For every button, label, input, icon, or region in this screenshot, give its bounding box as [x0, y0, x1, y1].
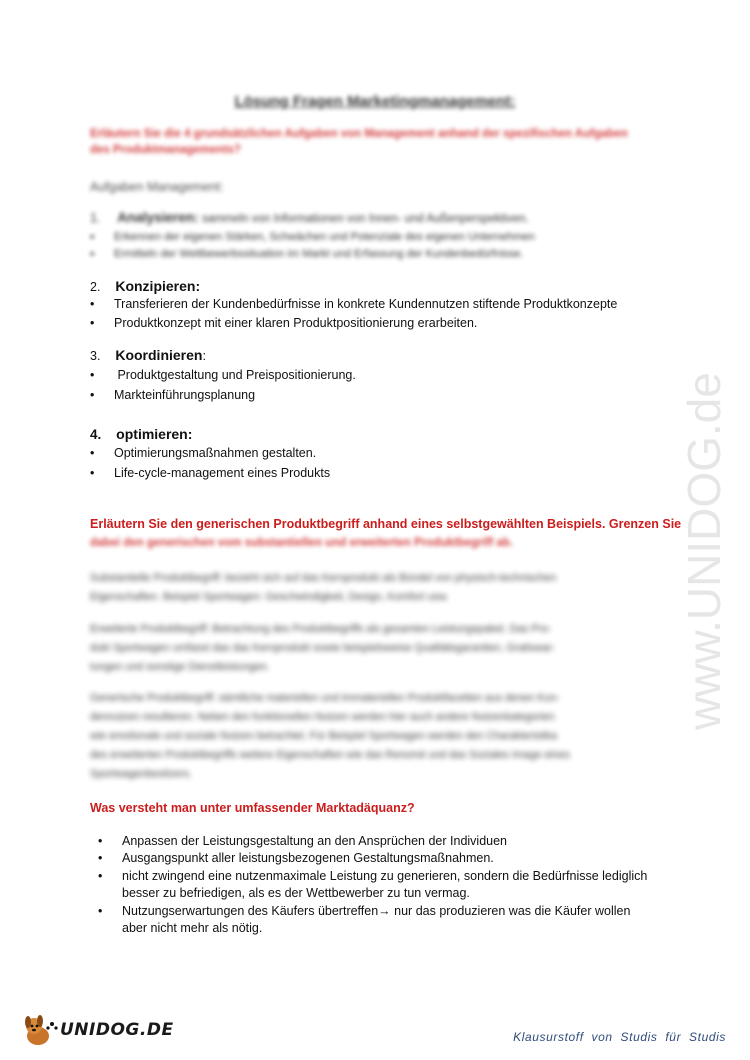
dog-icon	[22, 1014, 62, 1048]
bullet-icon: •	[90, 446, 95, 460]
bullet-icon: •	[98, 869, 103, 883]
bullet-icon: •	[90, 368, 95, 382]
question-1-line-2: des Produktmanagements?	[90, 144, 241, 156]
footer-tagline: Klausurstoff von Studis für Studis	[513, 1030, 726, 1044]
bullet-icon: •	[98, 851, 103, 865]
intro-text: Aufgaben Management:	[90, 180, 224, 194]
section-heading: Konzipieren:	[115, 278, 201, 294]
watermark-label: www.UNIDOG.de	[678, 372, 730, 730]
bullet-icon: •	[90, 388, 95, 402]
section-heading-rest: sammeln von Informationen von Innen- und Außenperspektiven.	[201, 213, 529, 225]
section-optimieren	[90, 426, 192, 444]
watermark	[662, 280, 742, 730]
section-analysieren	[90, 210, 650, 225]
question-3: Was versteht man unter umfassender Marktadäquanz?	[90, 801, 415, 815]
section-konzipieren	[90, 278, 200, 296]
section-number: 1.	[90, 211, 101, 225]
document-page: Lösung Fragen Marketingmanagement: Erläutern Sie die 4 grundsätzlichen Aufgaben von Management anhand der spezifischen Aufgaben des Produktmanagements? Aufgaben Management: 1. Analysieren: sammeln von Informationen von Innen- und Außenperspektiven. • Erkennen der eigenen Stärken, Schwächen und Potenziale des eigenen Unternehmen • Ermitteln der Wettbewerbssituation im Markt und Erfassung der Kundenbedürfnisse. 2. Konzipieren: • Transferieren der Kundenbedürfnisse in konkrete Kundennutzen stiftende Produktkonzepte • Produktkonzept mit einer klaren Produktpositionierung erarbeiten. 3. Koordinieren: • Produktgestaltung und Preispositionierung. • Markteinführungsplanung 4. optimieren: • Optimierungsmaßnahmen gestalten. • Life-cycle-management eines Produkts Erläutern Sie den generischen Produktbegriff anhand eines selbstgewählten Beispiels. Grenzen Sie dabei den generischen vom substantiellen und erweiterten Produktbegriff ab. Substantielle Produktbegriff: bezieht sich auf das Kernprodukt als Bündel von physisch-technischen Eigenschaften. Beispiel Sportwagen: Geschwindigkeit, Design, Komfort usw. Erweiterte Produktbegriff: Betrachtung des Produktbegriffs als gesamten Leistungspaket. Das Pro- dukt Sportwagen umfasst das das Kernprodukt sowie beispielsweise Qualitätsgarantien, Gratiswar- tungen und sonstige Dienstleistungen. Generische Produktbegriff: sämtliche materiellen und immateriellen Produktfacetten aus denen Kun- dennutzen resultieren. Neben den funktionellen Nutzen werden hier auch andere Nutzenkategorien wie emotionale und soziale Nutzen betrachtet. Für Beispiel Sportwagen werden den Charakteristika des erweiterten Produktbegriffs weitere Eigenschaften wie das Renomé und das Soziales Image eines Sportwagenbesitzers. Was versteht man unter umfassender Marktadäquanz? • Anpassen der Leistungsgestaltung an den Ansprüchen der Individuen • Ausgangspunkt aller leistungsbezogenen Gestaltungsmaßnahmen. • nicht zwingend eine nutzenmaximale Leistung zu generieren, sondern die Bedürfnisse lediglich besser zu befriedigen, als es der Wettbewerber zu tun vermag. • Nutzungserwartungen des Käufers übertreffen→ nur das produzieren was die Käufer wollen aber nicht mehr als nötig. www.UNIDOG.de UNIDOG.DE Klausurstoff von Studis für Studis	[0, 0, 750, 1060]
unidog-logo[interactable]	[22, 1014, 174, 1048]
question-1-line-1: Erläutern Sie die 4 grundsätzlichen Aufgaben von Management anhand der spezifischen Aufgaben	[90, 128, 628, 140]
bullet-icon: •	[90, 247, 95, 261]
paragraph-substantielle: Substantielle Produktbegriff: bezieht sich auf das Kernprodukt als Bündel von physisch-technischen Eigenschaften. Beispiel Sportwagen: Geschwindigkeit, Design, Komfort usw.	[90, 572, 557, 603]
question-1	[90, 128, 660, 156]
logo-text: UNIDOG.DE	[60, 1020, 174, 1040]
bullet-icon: •	[90, 230, 95, 244]
paragraph-erweiterte: Erweiterte Produktbegriff: Betrachtung des Produktbegriffs als gesamten Leistungspaket. Das Pro- dukt Sportwagen umfasst das das Kernprodukt sowie beispielsweise Qualitätsgarantien, Gratiswar- tungen und sonstige Dienstleistungen.	[90, 623, 556, 673]
bullet-icon: •	[90, 466, 95, 480]
section-number: 3.	[90, 349, 101, 363]
section-heading: Analysieren:	[117, 210, 199, 225]
section-heading: optimieren:	[116, 426, 193, 442]
bullet-icon: •	[90, 297, 95, 311]
question-2: Erläutern Sie den generischen Produktbegriff anhand eines selbstgewählten Beispiels. Grenzen Sie	[90, 517, 682, 531]
bullet-icon: •	[90, 316, 95, 330]
bullet-icon: •	[98, 904, 103, 918]
section-number: 2.	[90, 280, 101, 294]
page-title: Lösung Fragen Marketingmanagement:	[234, 93, 516, 110]
bullet-icon: •	[98, 834, 103, 848]
section-heading: Koordinieren	[115, 347, 203, 363]
question-2-line-2: dabei den generischen vom substantiellen und erweiterten Produktbegriff ab.	[90, 537, 514, 549]
section-koordinieren: 3. Koordinieren:	[90, 347, 207, 363]
paragraph-generische: Generische Produktbegriff: sämtliche materiellen und immateriellen Produktfacetten aus denen Kun- dennutzen resultieren. Neben den funktionellen Nutzen werden hier auch andere Nutzenkategorien wie emotionale und soziale Nutzen betrachtet. Für Beispiel Sportwagen werden den Charakteristika des erweiterten Produktbegriffs weitere Eigenschaften wie das Renomé und das Soziales Image eines Sportwagenbesitzers.	[90, 692, 570, 780]
section-number: 4.	[90, 427, 102, 442]
watermark-text-graphic	[662, 280, 742, 730]
